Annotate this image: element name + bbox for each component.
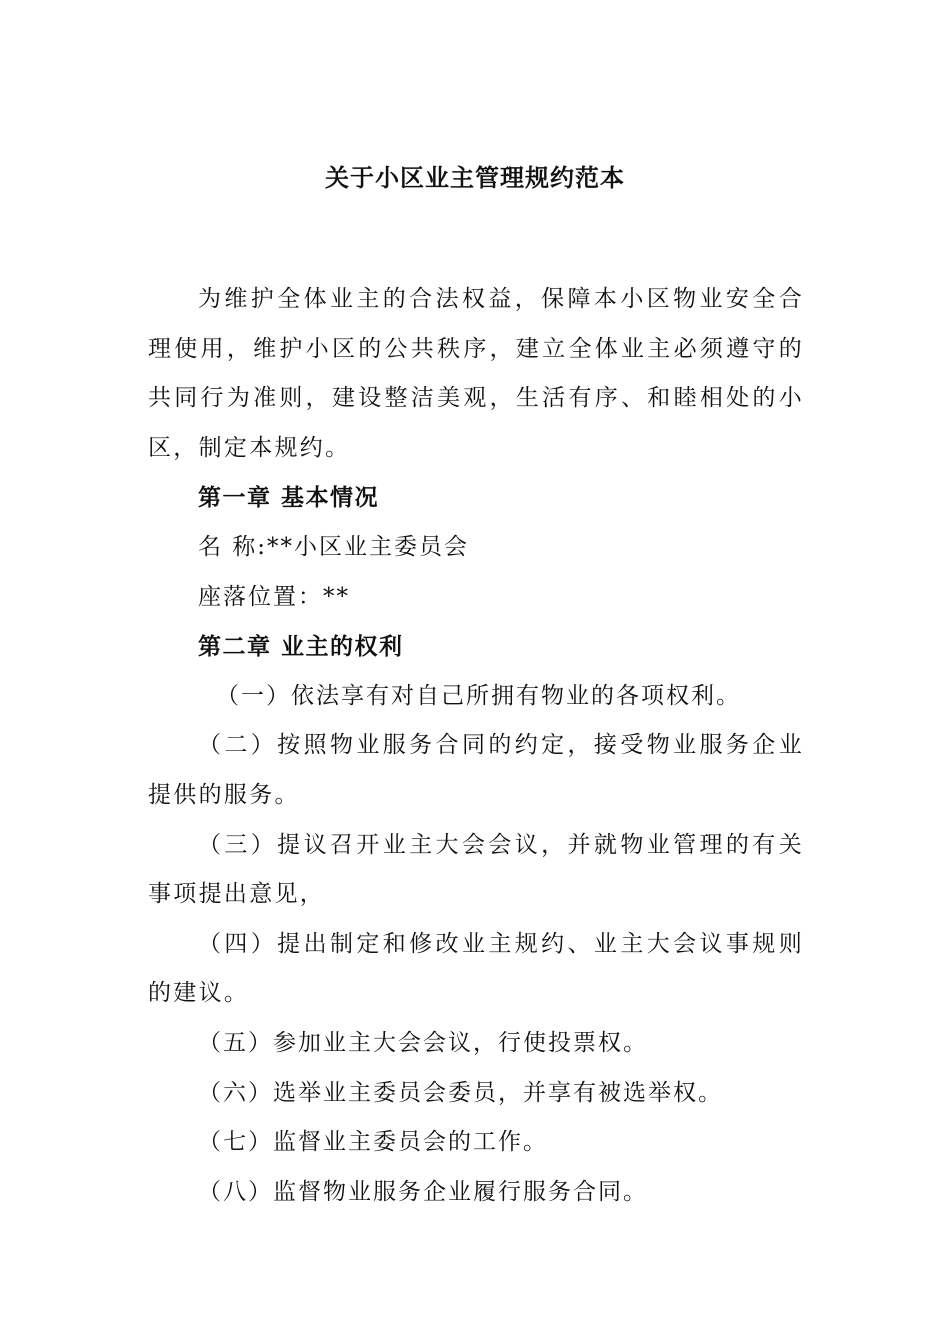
community-name-line: 名 称:**小区业主委员会 <box>198 533 470 560</box>
chapter-2-heading: 第二章 业主的权利 <box>198 633 404 661</box>
right-item-3: （三）提议召开业主大会会议，并就物业管理的有关事项提出意见， <box>148 831 804 908</box>
right-item-8: （八）监督物业服务企业履行服务合同。 <box>198 1178 648 1205</box>
document-body <box>148 275 804 1217</box>
location-line: 座落位置：** <box>198 583 350 610</box>
right-item-2: （二）按照物业服务合同的约定，接受物业服务企业提供的服务。 <box>148 732 804 808</box>
right-item-6: （六）选举业主委员会委员，并享有被选举权。 <box>198 1079 723 1106</box>
document-title: 关于小区业主管理规约范本 <box>325 163 625 192</box>
chapter-1-heading: 第一章 基本情况 <box>198 484 380 512</box>
right-item-5: （五）参加业主大会会议，行使投票权。 <box>198 1029 648 1056</box>
right-item-4: （四）提出制定和修改业主规约、业主大会议事规则的建议。 <box>148 930 804 1007</box>
right-item-7: （七）监督业主委员会的工作。 <box>198 1129 548 1156</box>
right-item-1: （一）依法享有对自己所拥有物业的各项权利。 <box>216 682 741 709</box>
intro-paragraph: 为维护全体业主的合法权益，保障本小区物业安全合理使用，维护小区的公共秩序，建立全体业主必须遵守的共同行为准则，建设整洁美观，生活有序、和睦相处的小区，制定本规约。 <box>148 286 804 461</box>
